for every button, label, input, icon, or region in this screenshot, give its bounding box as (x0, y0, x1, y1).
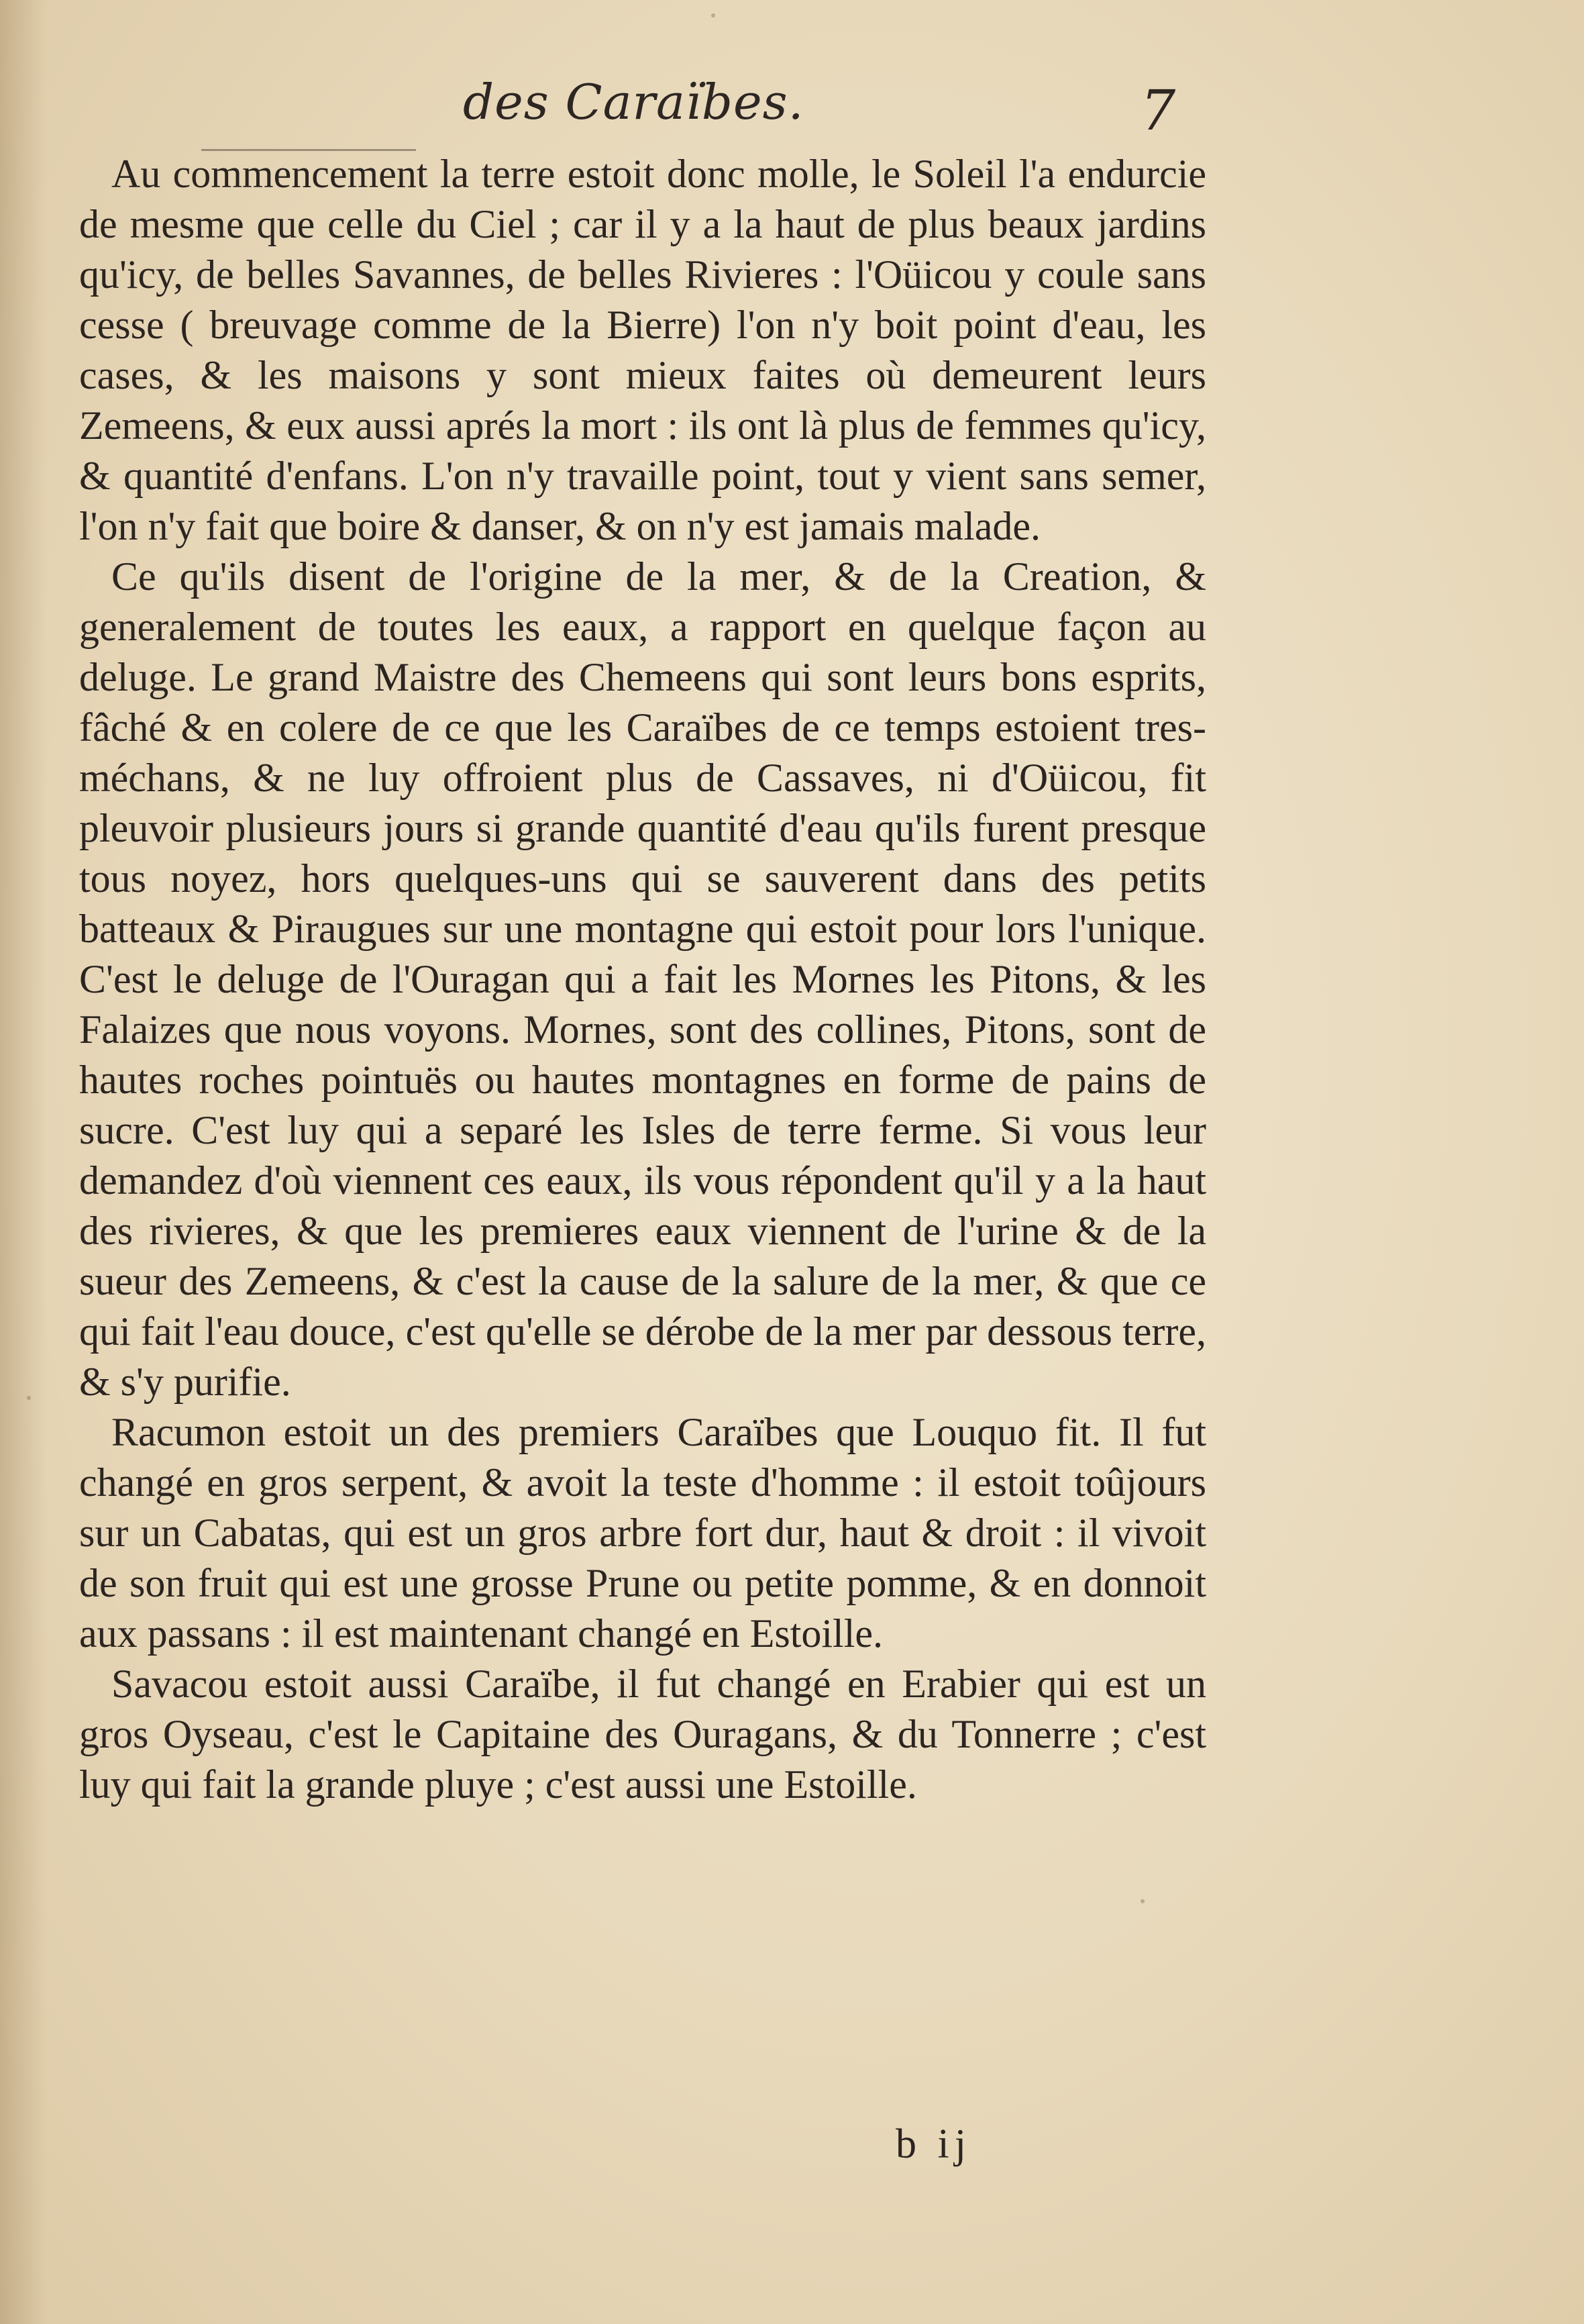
page-header (0, 74, 1584, 154)
paragraph-3: Racumon estoit un des premiers Caraïbes que Louquo fit. Il fut changé en gros serpent, & avoit la teste d'homme : il estoit toûjours sur un Cabatas, qui est un gros arbre fort dur, haut & droit : il vivoit de son fruit qui est une grosse Prune ou petite pomme, & en donnoit aux passans : il est maintenant changé en Estoille. (79, 1410, 1206, 1656)
page-number: 7 (1141, 79, 1176, 143)
signature-mark: b ij (896, 2121, 971, 2167)
page-gutter-shadow (0, 0, 47, 2324)
paragraph-4: Savacou estoit aussi Caraïbe, il fut changé en Erabier qui est un gros Oyseau, c'est le Capitaine des Ouragans, & du Tonnerre ; c'est luy qui fait la grande pluye ; c'est aussi une Estoille. (79, 1662, 1206, 1807)
paragraph-2: Ce qu'ils disent de l'origine de la mer, & de la Creation, & generalement de toutes les eaux, a rapport en quelque façon au deluge. Le grand Maistre des Chemeens qui sont leurs bons esprits, fâché & en colere de ce que les Caraïbes de ce temps estoient tres-méchans, & ne luy offroient plus de Cassaves, ni d'Oüicou, fit pleuvoir plusieurs jours si grande quantité d'eau qu'ils furent presque tous noyez, hors quelques-uns qui se sauverent dans des petits batteaux & Piraugues sur une montagne qui estoit pour lors l'unique. C'est le deluge de l'Ouragan qui a fait les Mornes les Pitons, & les Falaizes que nous voyons. Mornes, sont des collines, Pitons, sont de hautes roches pointuës ou hautes montagnes en forme de pains de sucre. C'est luy qui a separé les Isles de terre ferme. Si vous leur demandez d'où viennent ces eaux, ils vous répondent qu'il y a la haut des rivieres, & que les premieres eaux viennent de l'urine & de la sueur des Zemeens, & c'est la cause de la salure de la mer, & que ce qui fait l'eau douce, c'est qu'elle se dérobe de la mer par dessous terre, & s'y purifie. (79, 554, 1206, 1404)
paper-speck (711, 13, 715, 17)
paper-speck (1141, 1899, 1145, 1903)
body-text (79, 149, 1206, 1810)
paper-speck (27, 1396, 31, 1400)
paragraph-1: Au commencement la terre estoit donc molle, le Soleil l'a endurcie de mesme que celle du Ciel ; car il y a la haut de plus beaux jardins qu'icy, de belles Savannes, de belles Rivieres : l'Oüicou y coule sans cesse ( breuvage comme de la Bierre) l'on n'y boit point d'eau, les cases, & les maisons y sont mieux faites où demeurent leurs Zemeens, & eux aussi aprés la mort : ils ont là plus de femmes qu'icy, & quantité d'enfans. L'on n'y travaille point, tout y vient sans semer, l'on n'y fait que boire & danser, & on n'y est jamais malade. (79, 152, 1206, 548)
running-head: des Caraïbes. (463, 74, 804, 130)
